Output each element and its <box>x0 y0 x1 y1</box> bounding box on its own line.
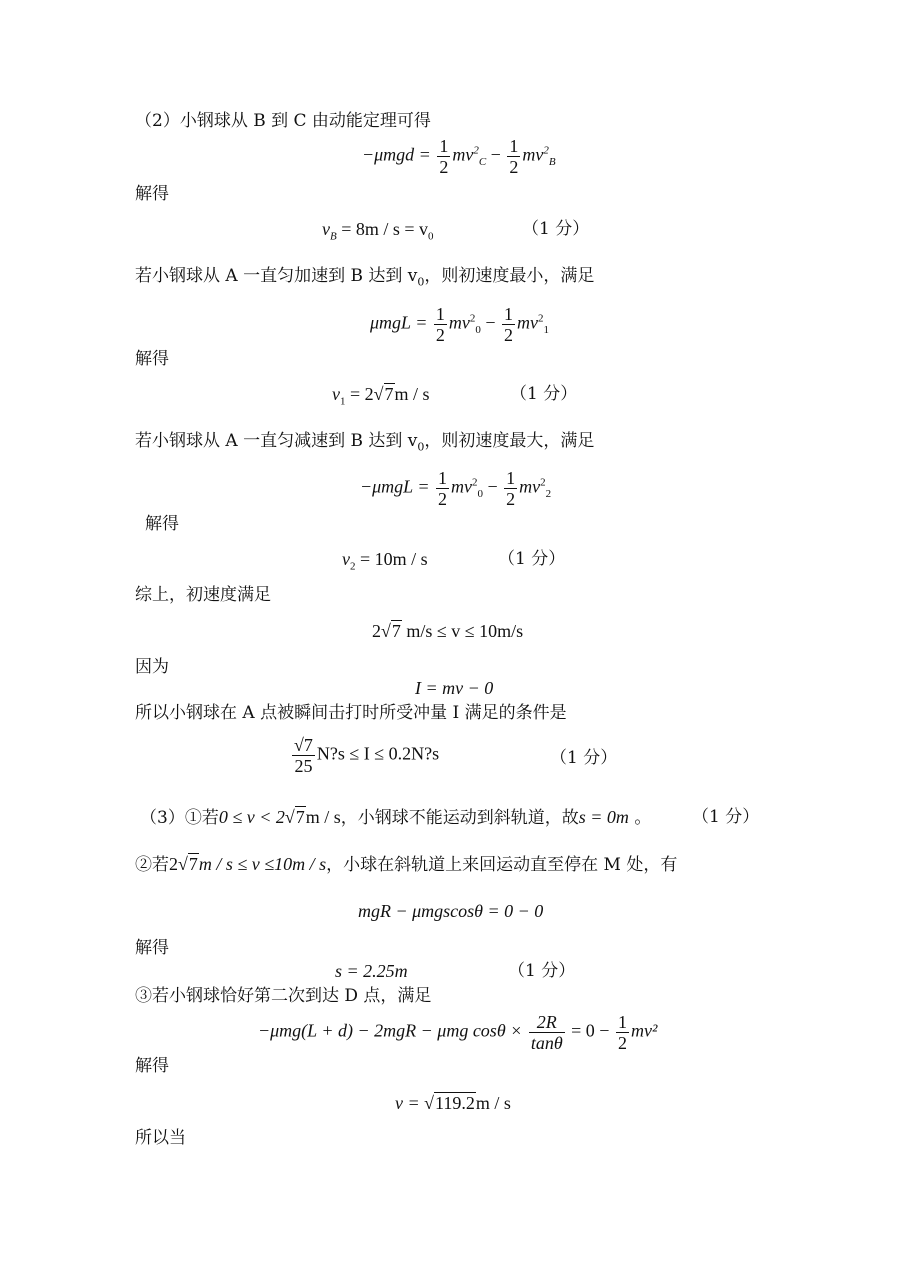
text-line-decel: 若小钢球从 A 一直匀减速到 B 达到 $v_0$，则初速度最大，满足 <box>135 431 595 454</box>
equation-accel: μmgL = $\frac{1}{2}$ $mv^2_0$ − $\frac{1}{2}$ $mv^2_1$ <box>370 304 550 345</box>
fraction-2r-tan: $\frac{2R}{\tan\theta}$ <box>530 1012 563 1053</box>
equation-second-d: −μmg(L + d) − 2mgR − μmg cosθ × $\frac{2R}{\tan\theta}$ = 0 − $\frac{1}{2}$ mv² <box>258 1012 658 1053</box>
text-last: 所以当 <box>135 1128 186 1148</box>
eq-lhs: −μmgd = <box>362 144 431 165</box>
equation-range: 2√7 m/s ≤ v ≤ 10m/s <box>372 621 524 641</box>
sqrt-symbol: √119.2 <box>424 1093 475 1113</box>
score-label: （1 分） <box>692 807 760 827</box>
equation-impulse: I = mv − 0 <box>415 678 494 698</box>
text-jiede: 解得 <box>135 349 169 369</box>
fraction-half: $\frac{1}{2}$ <box>504 304 514 345</box>
score-label: （1 分） <box>550 748 618 768</box>
text-line-case2: ②若2√7m / s ≤ v ≤10m / s，小球在斜轨道上来回运动直至停在 M 处，有 <box>135 854 678 875</box>
text-yinwei: 因为 <box>135 657 169 677</box>
equation-v2: $v_2 = 10m / s$ <box>342 549 428 573</box>
score-label: （1 分） <box>510 384 578 404</box>
sqrt-symbol: √7 <box>284 807 305 827</box>
text-line-accel: 若小钢球从 A 一直匀加速到 B 达到 $v_0$，则初速度最小，满足 <box>135 266 595 289</box>
score-label: （1 分） <box>498 549 566 569</box>
equation-v-final: v = √119.2m / s <box>395 1093 511 1113</box>
equation-s: s = 2.25m <box>335 961 408 981</box>
text-jiede: 解得 <box>145 514 179 534</box>
text-line-impulse: 所以小钢球在 A 点被瞬间击打时所受冲量 I 满足的条件是 <box>135 703 567 723</box>
text-line-case3: ③若小钢球恰好第二次到达 D 点，满足 <box>135 986 432 1006</box>
equation-v1: $v_1 = 2√7m / s$ <box>332 384 430 408</box>
equation-decel: −μmgL = $\frac{1}{2}$ $mv^2_0$ − $\frac{1}{2}$ $mv^2_2$ <box>360 468 552 509</box>
equation-vb: $v_B = 8m / s = v_0$ <box>322 219 434 243</box>
equation-impulse-range: $\frac{√7}{25}$ N?s ≤ I ≤ 0.2N?s <box>294 735 440 776</box>
score-label: （1 分） <box>508 961 576 981</box>
equation-energy-bc: −μmgd = $\frac{1}{2}$ $mv^2_C$ − $\frac{1}{2}$ $mv^2_B$ <box>362 136 556 177</box>
fraction-half: $\frac{1}{2}$ <box>438 468 448 509</box>
sqrt-symbol: √7 <box>178 854 198 874</box>
score-label: （1 分） <box>522 219 590 239</box>
fraction-half: $\frac{1}{2}$ <box>509 136 519 177</box>
fraction-half: $\frac{1}{2}$ <box>617 1012 627 1053</box>
fraction-half: $\frac{1}{2}$ <box>506 468 516 509</box>
text-line-intro: （2）小钢球从 B 到 C 由动能定理可得 <box>135 111 431 131</box>
sqrt-symbol: √7 <box>373 384 394 404</box>
equation-friction: mgR − μmgscosθ = 0 − 0 <box>358 901 544 921</box>
text-summary: 综上，初速度满足 <box>135 585 271 605</box>
fraction-half: $\frac{1}{2}$ <box>439 136 449 177</box>
text-jiede: 解得 <box>135 938 169 958</box>
fraction-root7-25: $\frac{√7}{25}$ <box>294 735 313 776</box>
text-jiede: 解得 <box>135 184 169 204</box>
text-line-case1: （3）①若0 ≤ v < 2√7m / s，小钢球不能运动到斜轨道，故s = 0m 。 <box>140 807 652 828</box>
fraction-half: $\frac{1}{2}$ <box>435 304 445 345</box>
sqrt-symbol: √7 <box>381 621 401 641</box>
text-jiede: 解得 <box>135 1056 169 1076</box>
